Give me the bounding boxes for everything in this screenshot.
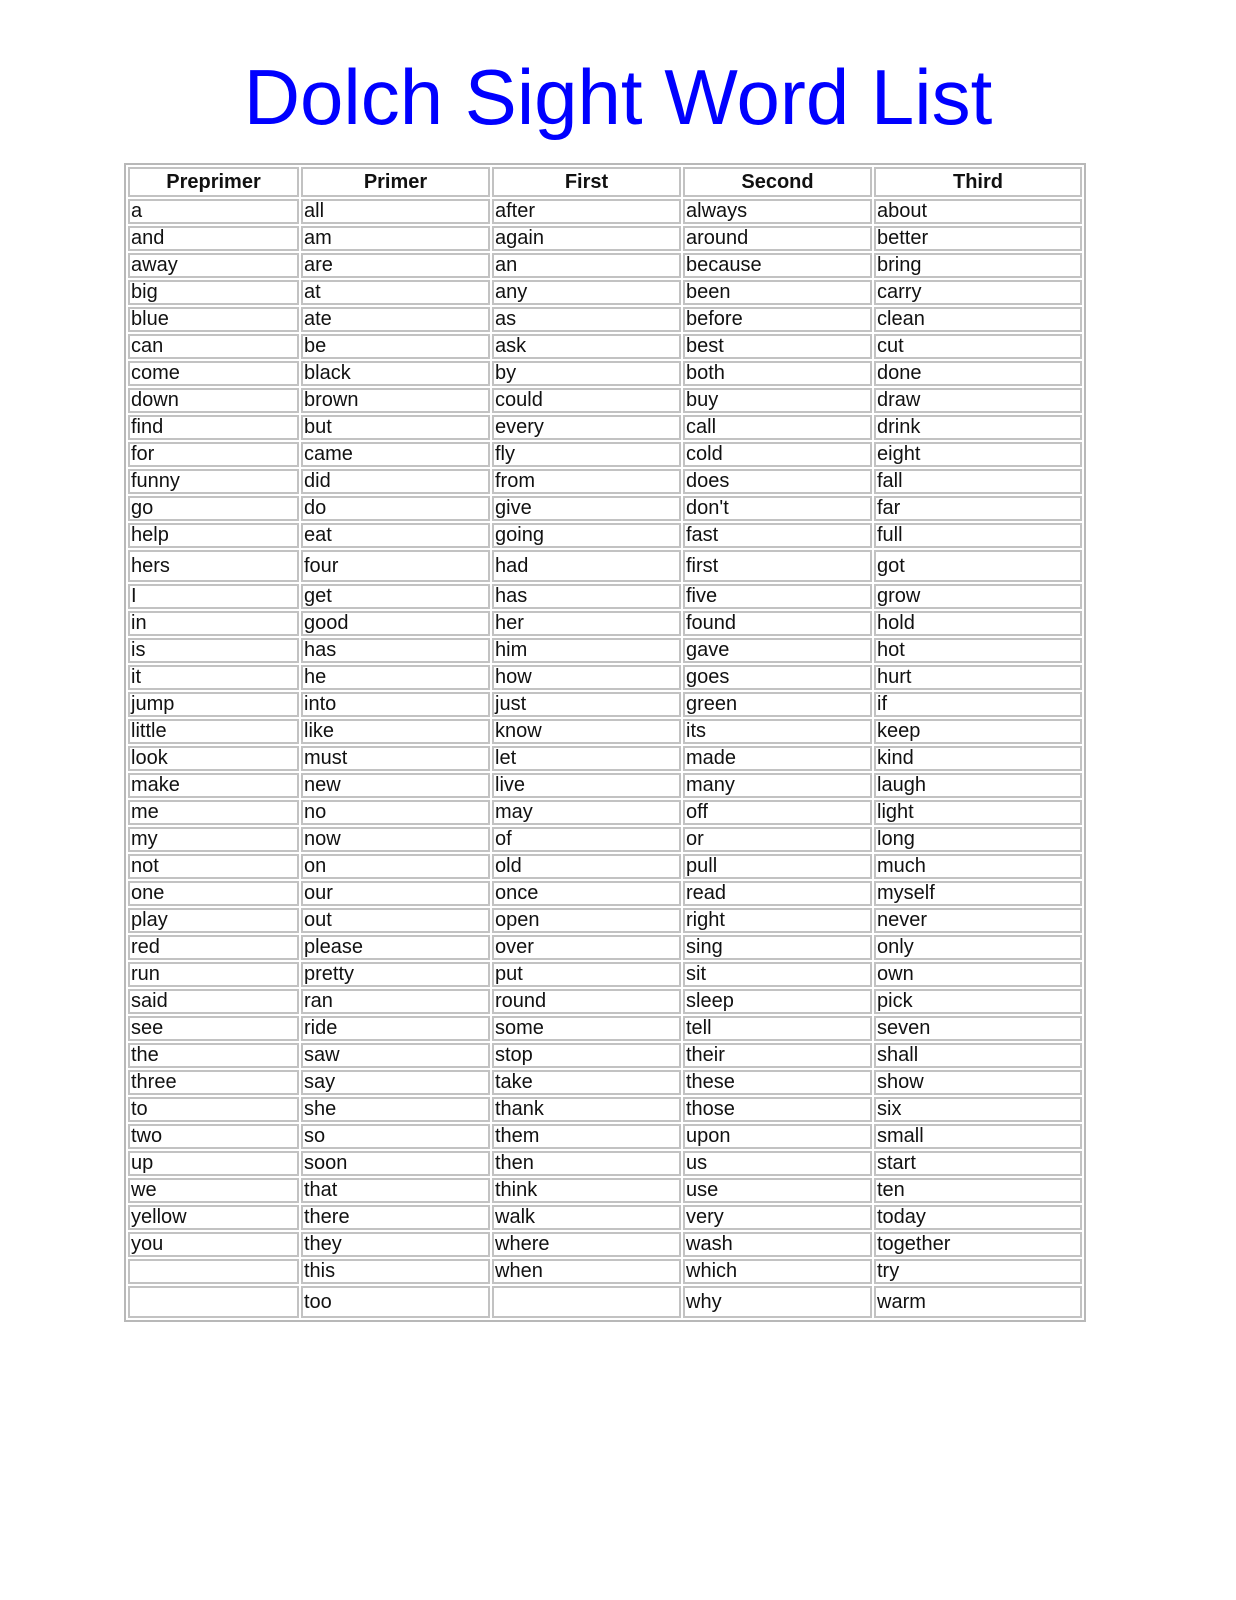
- word-cell: [128, 1259, 299, 1284]
- word-cell: far: [874, 496, 1082, 521]
- word-cell: drink: [874, 415, 1082, 440]
- table-row: [128, 550, 1082, 582]
- table-row: [128, 746, 1082, 771]
- word-cell: first: [683, 550, 872, 582]
- word-cell: did: [301, 469, 490, 494]
- table-row: [128, 226, 1082, 251]
- word-cell: at: [301, 280, 490, 305]
- table-row: [128, 334, 1082, 359]
- table-row: [128, 1178, 1082, 1203]
- word-cell: carry: [874, 280, 1082, 305]
- table-row: [128, 1124, 1082, 1149]
- word-cell: don't: [683, 496, 872, 521]
- word-cell: off: [683, 800, 872, 825]
- word-cell: take: [492, 1070, 681, 1095]
- word-cell: hurt: [874, 665, 1082, 690]
- word-cell: around: [683, 226, 872, 251]
- word-cell: into: [301, 692, 490, 717]
- word-cell: their: [683, 1043, 872, 1068]
- table-row: [128, 1070, 1082, 1095]
- table-row: [128, 584, 1082, 609]
- word-cell: ten: [874, 1178, 1082, 1203]
- word-cell: can: [128, 334, 299, 359]
- word-cell: yellow: [128, 1205, 299, 1230]
- table-row: [128, 1016, 1082, 1041]
- word-cell: no: [301, 800, 490, 825]
- table-row: [128, 881, 1082, 906]
- table-row: [128, 692, 1082, 717]
- table-row: [128, 199, 1082, 224]
- word-cell: like: [301, 719, 490, 744]
- word-cell: show: [874, 1070, 1082, 1095]
- word-cell: am: [301, 226, 490, 251]
- word-cell: call: [683, 415, 872, 440]
- word-cell: bring: [874, 253, 1082, 278]
- word-cell: always: [683, 199, 872, 224]
- word-cell: put: [492, 962, 681, 987]
- table-row: [128, 611, 1082, 636]
- table-row: [128, 719, 1082, 744]
- word-cell: may: [492, 800, 681, 825]
- word-cell: see: [128, 1016, 299, 1041]
- table-row: [128, 1286, 1082, 1318]
- word-cell: going: [492, 523, 681, 548]
- word-cell: five: [683, 584, 872, 609]
- word-cell: please: [301, 935, 490, 960]
- word-cell: they: [301, 1232, 490, 1257]
- word-cell: only: [874, 935, 1082, 960]
- table-row: [128, 800, 1082, 825]
- word-cell: as: [492, 307, 681, 332]
- word-cell: if: [874, 692, 1082, 717]
- word-cell: where: [492, 1232, 681, 1257]
- word-cell: by: [492, 361, 681, 386]
- word-cell: light: [874, 800, 1082, 825]
- word-cell: found: [683, 611, 872, 636]
- word-cell: round: [492, 989, 681, 1014]
- word-cell: brown: [301, 388, 490, 413]
- table-row: [128, 1151, 1082, 1176]
- table-row: [128, 388, 1082, 413]
- word-cell: it: [128, 665, 299, 690]
- word-cell: cold: [683, 442, 872, 467]
- word-cell: you: [128, 1232, 299, 1257]
- word-cell: look: [128, 746, 299, 771]
- word-cell: small: [874, 1124, 1082, 1149]
- word-cell: [128, 1286, 299, 1318]
- word-cell: big: [128, 280, 299, 305]
- word-cell: him: [492, 638, 681, 663]
- word-cell: been: [683, 280, 872, 305]
- word-cell: long: [874, 827, 1082, 852]
- word-cell: gave: [683, 638, 872, 663]
- sight-word-table: [124, 163, 1086, 1322]
- word-cell: buy: [683, 388, 872, 413]
- word-cell: on: [301, 854, 490, 879]
- word-cell: any: [492, 280, 681, 305]
- word-cell: jump: [128, 692, 299, 717]
- word-cell: one: [128, 881, 299, 906]
- word-cell: eight: [874, 442, 1082, 467]
- table-row: [128, 307, 1082, 332]
- word-cell: once: [492, 881, 681, 906]
- word-cell: pretty: [301, 962, 490, 987]
- word-cell: of: [492, 827, 681, 852]
- word-cell: three: [128, 1070, 299, 1095]
- word-cell: those: [683, 1097, 872, 1122]
- word-cell: them: [492, 1124, 681, 1149]
- word-cell: so: [301, 1124, 490, 1149]
- word-cell: know: [492, 719, 681, 744]
- word-cell: for: [128, 442, 299, 467]
- word-cell: upon: [683, 1124, 872, 1149]
- word-cell: got: [874, 550, 1082, 582]
- word-cell: us: [683, 1151, 872, 1176]
- word-cell: best: [683, 334, 872, 359]
- table-row: [128, 1043, 1082, 1068]
- word-cell: I: [128, 584, 299, 609]
- word-cell: again: [492, 226, 681, 251]
- word-cell: after: [492, 199, 681, 224]
- word-cell: just: [492, 692, 681, 717]
- table-row: [128, 1205, 1082, 1230]
- word-cell: live: [492, 773, 681, 798]
- word-cell: had: [492, 550, 681, 582]
- table-row: [128, 962, 1082, 987]
- word-cell: its: [683, 719, 872, 744]
- word-cell: an: [492, 253, 681, 278]
- header-third: Third: [874, 167, 1082, 197]
- word-cell: use: [683, 1178, 872, 1203]
- word-cell: grow: [874, 584, 1082, 609]
- word-cell: give: [492, 496, 681, 521]
- header-preprimer: Preprimer: [128, 167, 299, 197]
- word-cell: [492, 1286, 681, 1318]
- word-cell: over: [492, 935, 681, 960]
- table-row: [128, 827, 1082, 852]
- word-cell: be: [301, 334, 490, 359]
- word-cell: new: [301, 773, 490, 798]
- word-cell: try: [874, 1259, 1082, 1284]
- word-cell: that: [301, 1178, 490, 1203]
- word-cell: these: [683, 1070, 872, 1095]
- word-cell: came: [301, 442, 490, 467]
- table-row: [128, 469, 1082, 494]
- word-cell: then: [492, 1151, 681, 1176]
- word-cell: little: [128, 719, 299, 744]
- word-cell: out: [301, 908, 490, 933]
- word-cell: old: [492, 854, 681, 879]
- word-cell: draw: [874, 388, 1082, 413]
- word-cell: but: [301, 415, 490, 440]
- word-cell: six: [874, 1097, 1082, 1122]
- word-cell: make: [128, 773, 299, 798]
- word-cell: tell: [683, 1016, 872, 1041]
- table-row: [128, 638, 1082, 663]
- word-cell: start: [874, 1151, 1082, 1176]
- word-cell: has: [301, 638, 490, 663]
- table-row: [128, 442, 1082, 467]
- word-cell: fly: [492, 442, 681, 467]
- word-cell: not: [128, 854, 299, 879]
- word-cell: better: [874, 226, 1082, 251]
- word-cell: do: [301, 496, 490, 521]
- word-cell: down: [128, 388, 299, 413]
- word-cell: my: [128, 827, 299, 852]
- word-cell: pull: [683, 854, 872, 879]
- word-cell: hot: [874, 638, 1082, 663]
- header-primer: Primer: [301, 167, 490, 197]
- word-cell: in: [128, 611, 299, 636]
- table-row: [128, 989, 1082, 1014]
- word-cell: right: [683, 908, 872, 933]
- header-first: First: [492, 167, 681, 197]
- word-cell: a: [128, 199, 299, 224]
- word-cell: come: [128, 361, 299, 386]
- word-cell: two: [128, 1124, 299, 1149]
- word-cell: help: [128, 523, 299, 548]
- table-row: [128, 935, 1082, 960]
- word-cell: seven: [874, 1016, 1082, 1041]
- word-cell: she: [301, 1097, 490, 1122]
- word-cell: wash: [683, 1232, 872, 1257]
- table-row: [128, 1259, 1082, 1284]
- word-cell: cut: [874, 334, 1082, 359]
- word-cell: saw: [301, 1043, 490, 1068]
- word-cell: must: [301, 746, 490, 771]
- table-row: [128, 496, 1082, 521]
- word-cell: are: [301, 253, 490, 278]
- word-cell: now: [301, 827, 490, 852]
- table-row: [128, 1097, 1082, 1122]
- word-cell: which: [683, 1259, 872, 1284]
- word-cell: and: [128, 226, 299, 251]
- word-cell: about: [874, 199, 1082, 224]
- word-cell: or: [683, 827, 872, 852]
- word-cell: thank: [492, 1097, 681, 1122]
- word-cell: get: [301, 584, 490, 609]
- word-cell: play: [128, 908, 299, 933]
- word-cell: very: [683, 1205, 872, 1230]
- word-cell: made: [683, 746, 872, 771]
- word-cell: from: [492, 469, 681, 494]
- word-cell: this: [301, 1259, 490, 1284]
- word-cell: red: [128, 935, 299, 960]
- table-header-row: [128, 167, 1082, 197]
- word-cell: how: [492, 665, 681, 690]
- word-cell: funny: [128, 469, 299, 494]
- word-cell: sit: [683, 962, 872, 987]
- word-cell: every: [492, 415, 681, 440]
- word-cell: walk: [492, 1205, 681, 1230]
- word-cell: myself: [874, 881, 1082, 906]
- word-cell: ride: [301, 1016, 490, 1041]
- page-title: Dolch Sight Word List: [243, 53, 993, 141]
- word-cell: ran: [301, 989, 490, 1014]
- header-second: Second: [683, 167, 872, 197]
- word-cell: good: [301, 611, 490, 636]
- word-cell: because: [683, 253, 872, 278]
- word-cell: let: [492, 746, 681, 771]
- word-cell: too: [301, 1286, 490, 1318]
- word-cell: ask: [492, 334, 681, 359]
- word-cell: laugh: [874, 773, 1082, 798]
- word-cell: blue: [128, 307, 299, 332]
- word-cell: both: [683, 361, 872, 386]
- word-cell: before: [683, 307, 872, 332]
- word-cell: her: [492, 611, 681, 636]
- word-cell: open: [492, 908, 681, 933]
- word-cell: why: [683, 1286, 872, 1318]
- word-cell: run: [128, 962, 299, 987]
- word-cell: hold: [874, 611, 1082, 636]
- word-cell: we: [128, 1178, 299, 1203]
- word-cell: today: [874, 1205, 1082, 1230]
- word-cell: done: [874, 361, 1082, 386]
- word-cell: black: [301, 361, 490, 386]
- table-row: [128, 665, 1082, 690]
- word-cell: is: [128, 638, 299, 663]
- word-cell: four: [301, 550, 490, 582]
- table-row: [128, 253, 1082, 278]
- table-body: [128, 199, 1082, 1318]
- word-cell: fall: [874, 469, 1082, 494]
- word-cell: clean: [874, 307, 1082, 332]
- word-cell: said: [128, 989, 299, 1014]
- table-row: [128, 773, 1082, 798]
- word-cell: our: [301, 881, 490, 906]
- word-cell: shall: [874, 1043, 1082, 1068]
- word-cell: has: [492, 584, 681, 609]
- word-cell: find: [128, 415, 299, 440]
- word-cell: he: [301, 665, 490, 690]
- word-cell: much: [874, 854, 1082, 879]
- word-cell: pick: [874, 989, 1082, 1014]
- word-cell: kind: [874, 746, 1082, 771]
- word-cell: all: [301, 199, 490, 224]
- word-cell: does: [683, 469, 872, 494]
- word-cell: keep: [874, 719, 1082, 744]
- word-cell: never: [874, 908, 1082, 933]
- word-cell: fast: [683, 523, 872, 548]
- word-cell: green: [683, 692, 872, 717]
- word-cell: many: [683, 773, 872, 798]
- table-row: [128, 1232, 1082, 1257]
- word-cell: full: [874, 523, 1082, 548]
- word-cell: when: [492, 1259, 681, 1284]
- word-cell: some: [492, 1016, 681, 1041]
- word-cell: own: [874, 962, 1082, 987]
- word-cell: hers: [128, 550, 299, 582]
- table-row: [128, 361, 1082, 386]
- word-cell: read: [683, 881, 872, 906]
- word-cell: together: [874, 1232, 1082, 1257]
- word-cell: goes: [683, 665, 872, 690]
- table-row: [128, 854, 1082, 879]
- word-cell: me: [128, 800, 299, 825]
- word-cell: say: [301, 1070, 490, 1095]
- word-cell: the: [128, 1043, 299, 1068]
- word-cell: sleep: [683, 989, 872, 1014]
- word-cell: eat: [301, 523, 490, 548]
- word-cell: up: [128, 1151, 299, 1176]
- word-cell: ate: [301, 307, 490, 332]
- table-row: [128, 280, 1082, 305]
- table-row: [128, 908, 1082, 933]
- word-cell: away: [128, 253, 299, 278]
- word-cell: there: [301, 1205, 490, 1230]
- word-cell: warm: [874, 1286, 1082, 1318]
- word-cell: go: [128, 496, 299, 521]
- word-cell: to: [128, 1097, 299, 1122]
- word-cell: think: [492, 1178, 681, 1203]
- word-cell: sing: [683, 935, 872, 960]
- word-cell: stop: [492, 1043, 681, 1068]
- word-cell: soon: [301, 1151, 490, 1176]
- table-row: [128, 523, 1082, 548]
- word-cell: could: [492, 388, 681, 413]
- table-row: [128, 415, 1082, 440]
